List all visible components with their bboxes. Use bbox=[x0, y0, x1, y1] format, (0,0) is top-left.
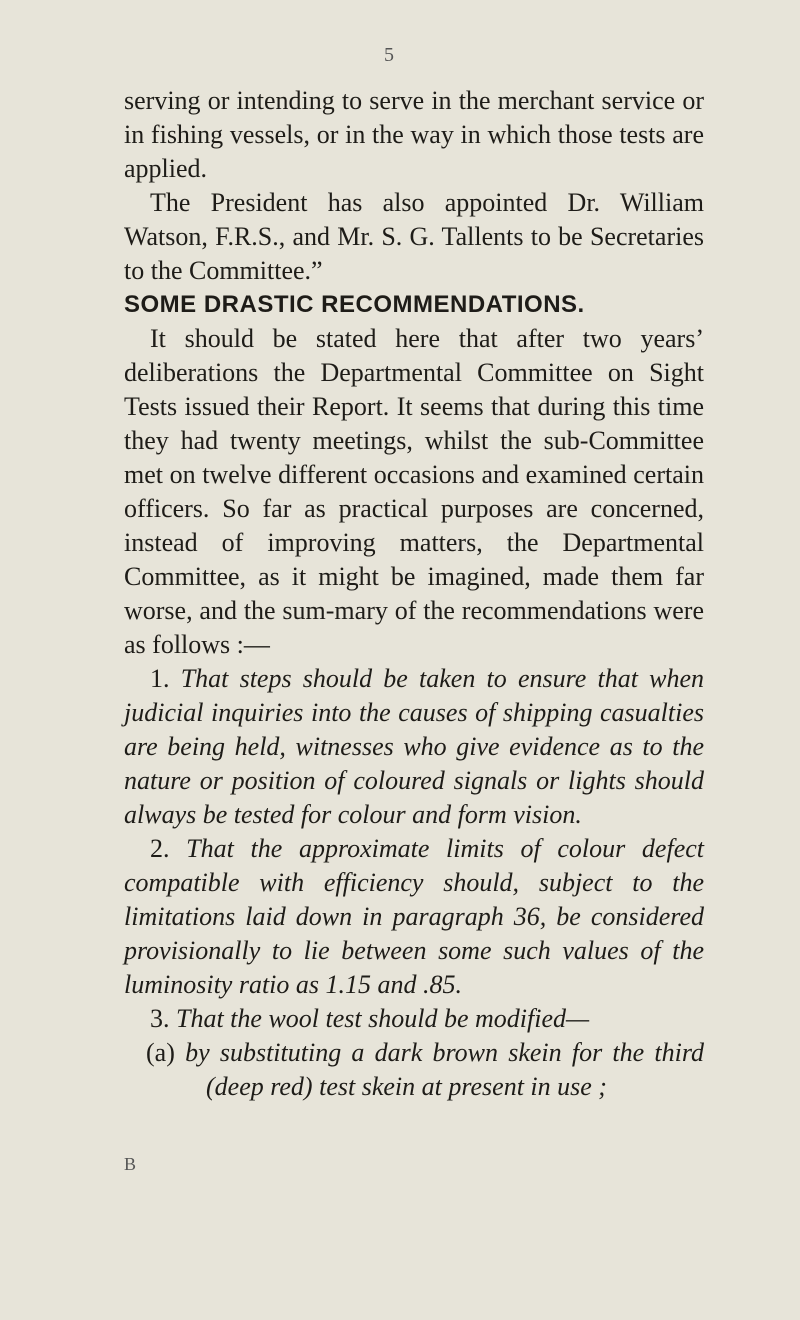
sub-recommendation-text: by substituting a dark brown skein for the third (deep red) test skein at present in use ; bbox=[185, 1038, 704, 1101]
section-heading: SOME DRASTIC RECOMMENDATIONS. bbox=[124, 291, 585, 318]
recommendation-text: That the wool test should be modified— bbox=[176, 1004, 590, 1033]
recommendation-number: 3. bbox=[150, 1004, 170, 1033]
recommendation-text: That the approximate limits of colour defect compatible with efficiency should, subject to the limitations laid down in paragraph 36, be considered provisionally to lie between some such values of the luminosity ratio as 1.15 and .85. bbox=[124, 834, 705, 999]
sub-recommendation-letter: (a) bbox=[146, 1038, 175, 1067]
secretaries-paragraph: The President has also appointed Dr. William Watson, F.R.S., and Mr. S. G. Tallents to be Secretaries to the Committee.” bbox=[124, 188, 704, 285]
recommendation-3 bbox=[124, 1002, 704, 1036]
page-number: 5 bbox=[384, 44, 394, 66]
body-text bbox=[124, 84, 704, 1104]
opening-paragraph: serving or intending to serve in the merchant service or in fishing vessels, or in the way in which those tests are applied. bbox=[124, 86, 704, 183]
recommendation-number: 1. bbox=[150, 664, 170, 693]
signature-mark: B bbox=[124, 1154, 137, 1174]
recommendation-number: 2. bbox=[150, 834, 170, 863]
recommendation-1 bbox=[124, 662, 704, 832]
recommendation-2 bbox=[124, 832, 704, 1002]
recommendation-text: That steps should be taken to ensure that when judicial inquiries into the causes of shipping casualties are being held, witnesses who give evidence as to the nature or position of coloured signals or lights should always be tested for colour and form vision. bbox=[124, 664, 705, 829]
main-paragraph: It should be stated here that after two years’ deliberations the Departmental Committee on Sight Tests issued their Report. It seems that during this time they had twenty meetings, whilst the sub-Committee met on twelve different occasions and examined certain officers. So far as practical purposes are concerned, instead of improving matters, the Departmental Committee, as it might be imagined, made them far worse, and the sum-mary of the recommendations were as follows :— bbox=[124, 324, 704, 659]
sub-recommendation-a bbox=[124, 1036, 704, 1104]
